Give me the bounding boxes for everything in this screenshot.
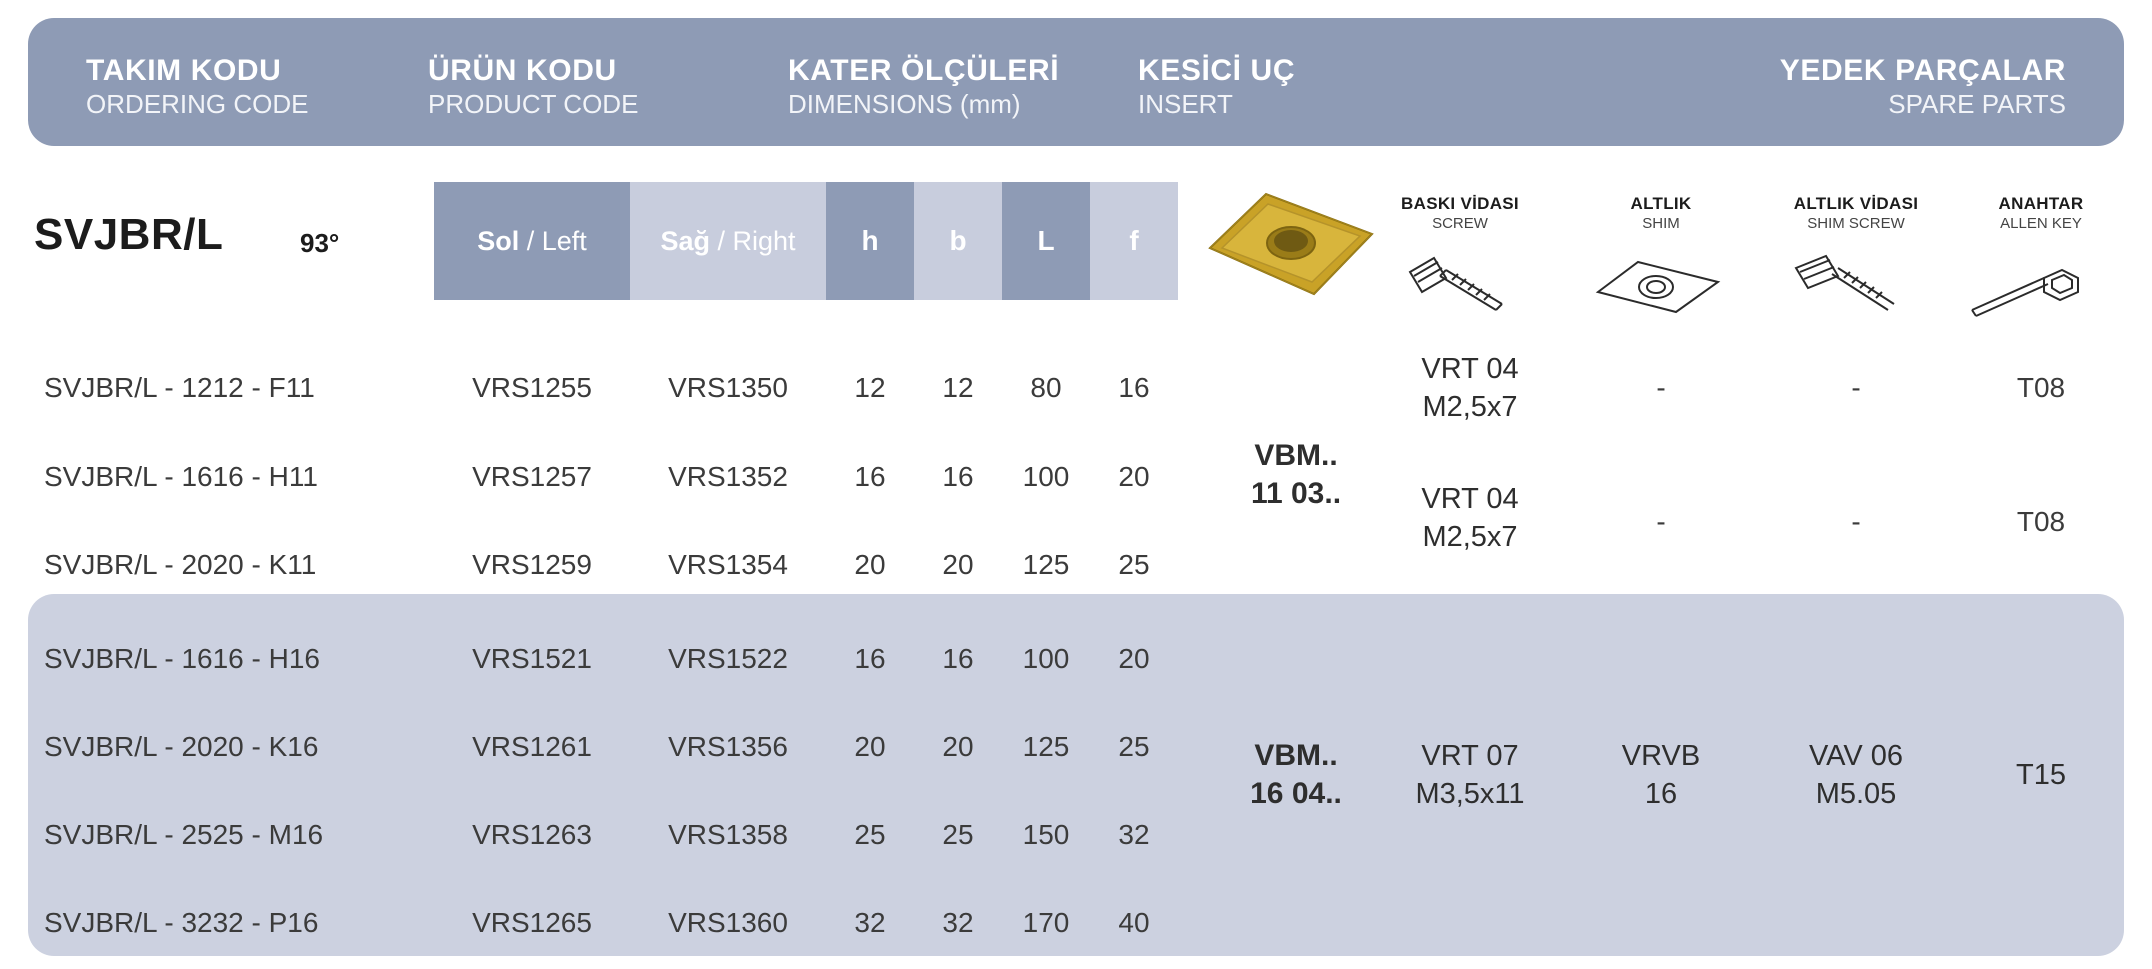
spare-header-shim-screw xyxy=(1756,194,1956,233)
shim-screw-bottom-line1: VAV 06 xyxy=(1808,740,1904,772)
table-row[interactable] xyxy=(0,879,2152,967)
table-row[interactable] xyxy=(0,615,2152,703)
header-dimensions-en: DIMENSIONS (mm) xyxy=(788,89,1021,119)
row-dim-b: 20 xyxy=(942,731,974,762)
row-left-code: VRS1257 xyxy=(472,461,592,492)
row-dim-b: 25 xyxy=(942,819,974,850)
shim-screw-value-row1: - xyxy=(1851,372,1861,403)
row-dim-f: 25 xyxy=(1118,549,1150,580)
spare-header-allen-key-en: ALLEN KEY xyxy=(2000,215,2082,232)
row-left-code: VRS1259 xyxy=(472,549,592,580)
row-right-code: VRS1352 xyxy=(668,461,788,492)
screw-icon xyxy=(1400,254,1520,331)
table-header-bar xyxy=(28,18,2124,146)
row-dim-b: 16 xyxy=(942,461,974,492)
header-insert-tr: KESİCİ UÇ xyxy=(1138,54,1296,87)
row-ordering-code: SVJBR/L - 2020 - K16 xyxy=(44,731,319,762)
insert-top-line1: VBM.. xyxy=(1254,439,1338,472)
shim-bottom-line2: 16 xyxy=(1644,778,1678,810)
row-ordering-code: SVJBR/L - 2020 - K11 xyxy=(44,549,317,580)
insert-top-line2: 11 03.. xyxy=(1250,477,1342,510)
row-right-code: VRS1354 xyxy=(668,549,788,580)
shim-screw-value-rows23: - xyxy=(1851,506,1861,537)
spare-header-shim-en: SHIM xyxy=(1642,215,1680,232)
row-dim-b: 20 xyxy=(942,549,974,580)
allen-key-bottom-value: T15 xyxy=(2016,759,2066,791)
row-dim-l: 125 xyxy=(1022,549,1070,580)
insert-designation-bottom xyxy=(1196,720,1396,830)
header-ordering-code-en: ORDERING CODE xyxy=(86,89,309,119)
row-dim-l: 150 xyxy=(1022,819,1070,850)
shim-screw-icon xyxy=(1790,254,1910,331)
row-dim-f: 20 xyxy=(1118,643,1150,674)
row-right-code: VRS1358 xyxy=(668,819,788,850)
row-dim-f: 32 xyxy=(1118,819,1150,850)
row-dim-h: 16 xyxy=(854,461,886,492)
shim-screw-bottom-line2: M5.05 xyxy=(1815,778,1897,810)
row-dim-l: 100 xyxy=(1022,643,1070,674)
shim-code-bottom xyxy=(1566,720,1756,830)
spare-header-screw-tr: BASKI VİDASI xyxy=(1401,194,1519,213)
row-dim-b: 32 xyxy=(942,907,974,938)
insert-bottom-line2: 16 04.. xyxy=(1250,777,1342,810)
subheader-b-label: b xyxy=(949,225,967,256)
row-left-code: VRS1255 xyxy=(472,372,592,403)
row-dim-f: 20 xyxy=(1118,461,1150,492)
row-dim-f: 16 xyxy=(1118,372,1150,403)
header-column-insert xyxy=(1138,54,1295,120)
row-ordering-code: SVJBR/L - 2525 - M16 xyxy=(44,819,324,850)
subheader-left-hand xyxy=(434,182,630,300)
header-dimensions-tr: KATER ÖLÇÜLERİ xyxy=(788,54,1060,87)
subheader-l-label: L xyxy=(1037,225,1055,256)
shim-icon xyxy=(1590,256,1730,325)
spare-header-shim-screw-tr: ALTLIK VİDASI xyxy=(1793,194,1919,213)
screw-bottom-line2: M3,5x11 xyxy=(1415,778,1525,810)
screw-row1-line1: VRT 04 xyxy=(1421,353,1519,385)
screw-row1-line2: M2,5x7 xyxy=(1422,391,1518,423)
subheader-dimension-l xyxy=(1002,182,1090,300)
allen-key-value-rows23: T08 xyxy=(2016,506,2066,537)
subheader-dimension-f xyxy=(1090,182,1178,300)
row-dim-h: 25 xyxy=(854,819,886,850)
row-left-code: VRS1263 xyxy=(472,819,592,850)
header-column-ordering-code xyxy=(86,54,308,120)
spare-header-screw-en: SCREW xyxy=(1432,215,1488,232)
row-dim-h: 12 xyxy=(854,372,886,403)
header-spare-parts-tr: YEDEK PARÇALAR xyxy=(1779,54,2066,87)
header-ordering-code-tr: TAKIM KODU xyxy=(86,54,282,87)
subheader-left-bold: Sol xyxy=(477,225,520,256)
screw-rows23-line2: M2,5x7 xyxy=(1422,521,1518,553)
subheader-dimension-h xyxy=(826,182,914,300)
header-column-product-code xyxy=(428,54,638,120)
subheader-left-rest: / Left xyxy=(519,225,587,256)
shim-value-rows23: - xyxy=(1656,506,1666,537)
allen-key-value-row1: T08 xyxy=(2016,372,2066,403)
insert-bottom-line1: VBM.. xyxy=(1254,739,1338,772)
allen-key-code-bottom xyxy=(1956,730,2126,820)
family-title: SVJBR/L xyxy=(34,210,224,259)
row-dim-f: 25 xyxy=(1118,731,1150,762)
header-spare-parts-en: SPARE PARTS xyxy=(1888,89,2066,119)
spare-header-allen-key xyxy=(1956,194,2126,233)
vbmt-insert-icon xyxy=(1196,186,1386,311)
header-column-spare-parts xyxy=(1780,54,2066,120)
spare-header-shim xyxy=(1566,194,1756,233)
screw-code-rows23 xyxy=(1370,470,1570,566)
row-right-code: VRS1350 xyxy=(668,372,788,403)
header-column-dimensions xyxy=(788,54,1059,120)
shim-screw-code-bottom xyxy=(1756,720,1956,830)
screw-rows23-line1: VRT 04 xyxy=(1421,483,1519,515)
row-ordering-code: SVJBR/L - 1212 - F11 xyxy=(44,372,315,403)
row-dim-b: 12 xyxy=(942,372,974,403)
subheader-right-rest: / Right xyxy=(709,225,796,256)
spare-header-allen-key-tr: ANAHTAR xyxy=(1998,194,2084,213)
row-dim-l: 100 xyxy=(1022,461,1070,492)
insert-designation-top xyxy=(1196,420,1396,530)
screw-code-row1 xyxy=(1370,340,1570,436)
spare-header-shim-screw-en: SHIM SCREW xyxy=(1807,215,1905,232)
subheader-dimension-b xyxy=(914,182,1002,300)
row-dim-h: 16 xyxy=(854,643,886,674)
row-right-code: VRS1360 xyxy=(668,907,788,938)
spare-header-shim-tr: ALTLIK xyxy=(1630,194,1692,213)
subheader-right-bold: Sağ xyxy=(660,225,710,256)
row-dim-h: 20 xyxy=(854,731,886,762)
row-dim-b: 16 xyxy=(942,643,974,674)
row-dim-l: 125 xyxy=(1022,731,1070,762)
family-angle: 93° xyxy=(300,228,340,258)
subheader-right-hand xyxy=(630,182,826,300)
row-dim-l: 80 xyxy=(1030,372,1062,403)
row-ordering-code: SVJBR/L - 1616 - H16 xyxy=(44,643,320,674)
header-insert-en: INSERT xyxy=(1138,89,1233,119)
row-ordering-code: SVJBR/L - 1616 - H11 xyxy=(44,461,318,492)
row-ordering-code: SVJBR/L - 3232 - P16 xyxy=(44,907,319,938)
row-left-code: VRS1265 xyxy=(472,907,592,938)
spare-header-screw xyxy=(1360,194,1560,233)
row-right-code: VRS1356 xyxy=(668,731,788,762)
row-left-code: VRS1521 xyxy=(472,643,592,674)
subheader-h-label: h xyxy=(861,225,879,256)
row-dim-f: 40 xyxy=(1118,907,1150,938)
screw-code-bottom xyxy=(1370,720,1570,830)
screw-bottom-line1: VRT 07 xyxy=(1421,740,1519,772)
header-product-code-tr: ÜRÜN KODU xyxy=(428,54,617,87)
row-dim-h: 32 xyxy=(854,907,886,938)
subheader-f-label: f xyxy=(1129,225,1139,256)
shim-bottom-line1: VRVB xyxy=(1621,740,1701,772)
allen-key-icon xyxy=(1966,266,2096,327)
shim-value-row1: - xyxy=(1656,372,1666,403)
row-dim-l: 170 xyxy=(1022,907,1070,938)
row-dim-h: 20 xyxy=(854,549,886,580)
header-product-code-en: PRODUCT CODE xyxy=(428,89,639,119)
row-left-code: VRS1261 xyxy=(472,731,592,762)
row-right-code: VRS1522 xyxy=(668,643,788,674)
